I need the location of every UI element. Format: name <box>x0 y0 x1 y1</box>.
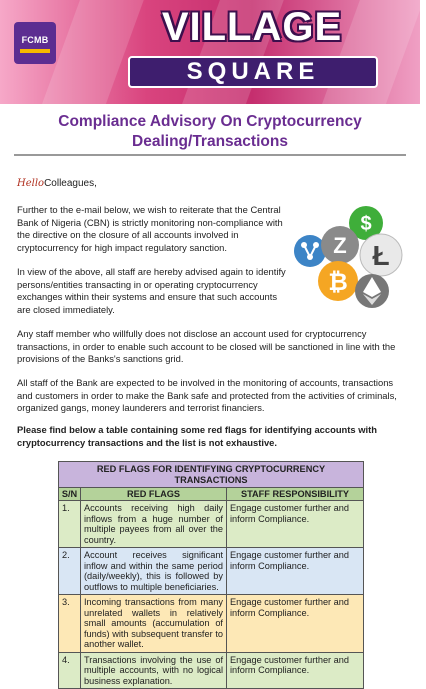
row-red-flag: Transactions involving the use of multiple accounts, with no logical business explanation. <box>81 652 227 689</box>
fcmb-logo <box>14 22 56 64</box>
red-flags-table <box>58 461 364 689</box>
paragraph-1: Further to the e-mail below, we wish to reiterate that the Central Bank of Nigeria (CBN) is strictly monitoring non-compliance with the directive on the closure of all accounts involved in cryptocurrency for high impact regulatory sanction. <box>17 204 283 253</box>
svg-text:₿: ₿ <box>328 269 348 296</box>
row-responsibility: Engage customer further and inform Compliance. <box>227 548 364 595</box>
paragraph-2: In view of the above, all staff are hereby advised again to identify persons/entities transacting in or operating cryptocurrency exchanges within their systems and ensure that such accounts are closed immediately. <box>17 266 286 315</box>
row-responsibility: Engage customer further and inform Compliance. <box>227 501 364 548</box>
divider <box>14 154 406 156</box>
svg-text:$: $ <box>360 213 372 235</box>
row-responsibility: Engage customer further and inform Compliance. <box>227 595 364 653</box>
row-red-flag: Account receives significant inflow and within the same period (daily/weekly), this is followed by outflows to multiple beneficiaries. <box>81 548 227 595</box>
litecoin-coin-icon <box>360 234 402 276</box>
paragraph-3: Any staff member who willfully does not disclose an account used for cryptocurrency transactions, in order to enable such account to be closed will be sanctioned in line with the provisions of the Banks's sanctions grid. <box>17 328 396 365</box>
zcash-coin-icon <box>321 226 359 264</box>
greeting <box>17 178 97 189</box>
table-row <box>59 652 364 689</box>
bitcoin-coin-icon <box>318 261 358 301</box>
row-responsibility: Engage customer further and inform Compliance. <box>227 652 364 689</box>
crypto-coins-illustration <box>290 203 410 313</box>
banner-title: VILLAGE <box>161 5 343 49</box>
row-sn: 2. <box>59 548 81 595</box>
banner-subtitle: SQUARE <box>128 56 378 88</box>
table-row <box>59 548 364 595</box>
header-banner <box>0 0 420 104</box>
ripple-coin-icon <box>294 235 326 267</box>
row-red-flag: Incoming transactions from many unrelated wallets in relatively small amounts (accumulation of funds) with subsequent transfer to another wallet. <box>81 595 227 653</box>
paragraph-5: Please find below a table containing some red flags for identifying accounts with cryptocurrency transactions and the list is not exhaustive. <box>17 424 377 448</box>
row-sn: 4. <box>59 652 81 689</box>
header-red-flags: RED FLAGS <box>81 488 227 501</box>
page-title: Compliance Advisory On Cryptocurrency Dealing/Transactions <box>58 113 362 150</box>
logo-text: FCMB <box>21 35 49 45</box>
table-caption: RED FLAGS FOR IDENTIFYING CRYPTOCURRENCY TRANSACTIONS <box>59 462 364 488</box>
row-sn: 3. <box>59 595 81 653</box>
row-sn: 1. <box>59 501 81 548</box>
row-red-flag: Accounts receiving high daily inflows from a huge number of multiple payees from all over the country. <box>81 501 227 548</box>
header-staff-responsibility: STAFF RESPONSIBILITY <box>227 488 364 501</box>
svg-text:Z: Z <box>333 233 347 258</box>
table-row <box>59 595 364 653</box>
hello-script: Hello <box>17 178 45 189</box>
paragraph-4: All staff of the Bank are expected to be involved in the monitoring of accounts, transactions and customers in order to make the Bank safe and protected from the activities of criminals, organized gangs, money launderers and terrorist financiers. <box>17 377 397 414</box>
ethereum-coin-icon <box>355 274 389 308</box>
greeting-text: Colleagues, <box>44 178 97 189</box>
table-row <box>59 501 364 548</box>
svg-text:Ł: Ł <box>372 240 390 271</box>
header-sn: S/N <box>59 488 81 501</box>
